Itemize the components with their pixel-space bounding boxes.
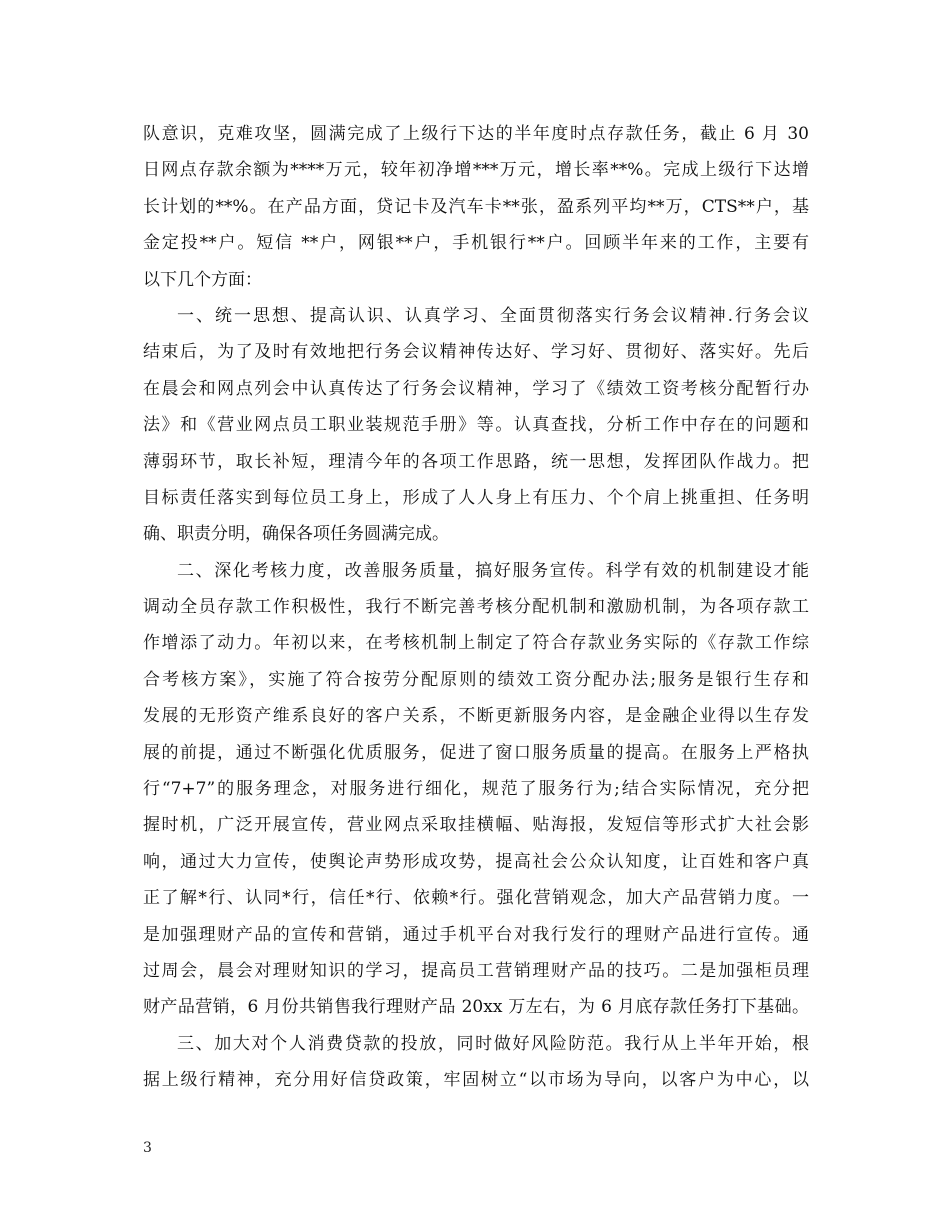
text-line: 法》和《营业网点员工职业装规范手册》等。认真查找，分析工作中存在的问题和 [143, 415, 809, 436]
page-number: 3 [143, 1140, 152, 1156]
text-line: 握时机，广泛开展宣传，营业网点采取挂横幅、贴海报，发短信等形式扩大社会影 [143, 815, 809, 836]
text-line: 是加强理财产品的宣传和营销，通过手机平台对我行发行的理财产品进行宣传。通 [143, 924, 809, 945]
text-line: 响，通过大力宣传，使舆论声势形成攻势，提高社会公众认知度，让百姓和客户真 [143, 851, 809, 872]
text-line: 发展的无形资产维系良好的客户关系，不断更新服务内容，是金融企业得以生存发 [143, 706, 809, 727]
body-text [143, 116, 809, 1099]
text-line: 队意识，克难攻坚，圆满完成了上级行下达的半年度时点存款任务，截止 6 月 30 [143, 124, 809, 144]
text-line: 财产品营销，6 月份共销售我行理财产品 20xx 万左右，为 6 月底存款任务打下基础。 [143, 997, 809, 1018]
text-line: 正了解*行、认同*行，信任*行、依赖*行。强化营销观念，加大产品营销力度。一 [143, 888, 809, 909]
text-line: 以下几个方面： [143, 269, 262, 290]
text-line: 过周会，晨会对理财知识的学习，提高员工营销理财产品的技巧。二是加强柜员理 [143, 960, 809, 981]
text-line: 确、职责分明，确保各项任务圆满完成。 [143, 524, 449, 545]
text-line: 调动全员存款工作积极性，我行不断完善考核分配机制和激励机制，为各项存款工 [143, 597, 809, 618]
text-line: 一、统一思想、提高认识、认真学习、全面贯彻落实行务会议精神.行务会议 [177, 305, 809, 326]
text-line: 目标责任落实到每位员工身上，形成了人人身上有压力、个个肩上挑重担、任务明 [143, 487, 809, 508]
text-line: 结束后，为了及时有效地把行务会议精神传达好、学习好、贯彻好、落实好。先后 [143, 342, 809, 363]
text-line: 行“7+7”的服务理念，对服务进行细化，规范了服务行为;结合实际情况，充分把 [143, 779, 809, 800]
text-line: 薄弱环节，取长补短，理清今年的各项工作思路，统一思想，发挥团队作战力。把 [143, 451, 809, 472]
text-line: 长计划的**%。在产品方面，贷记卡及汽车卡**张，盈系列平均**万，CTS**户，基 [143, 196, 809, 217]
text-line: 金定投**户。短信 **户，网银**户，手机银行**户。回顾半年来的工作，主要有 [143, 233, 809, 254]
text-line: 合考核方案》，实施了符合按劳分配原则的绩效工资分配办法;服务是银行生存和 [143, 669, 809, 690]
text-line: 三、加大对个人消费贷款的投放，同时做好风险防范。我行从上半年开始，根 [177, 1033, 809, 1054]
text-line: 日网点存款余额为****万元，较年初净增***万元，增长率**%。完成上级行下达增 [143, 160, 809, 181]
text-line: 据上级行精神，充分用好信贷政策，牢固树立“以市场为导向，以客户为中心，以 [143, 1070, 809, 1091]
text-line: 展的前提，通过不断强化优质服务，促进了窗口服务质量的提高。在服务上严格执 [143, 742, 809, 763]
text-line: 在晨会和网点列会中认真传达了行务会议精神，学习了《绩效工资考核分配暂行办 [143, 378, 809, 399]
text-line: 作增添了动力。年初以来，在考核机制上制定了符合存款业务实际的《存款工作综 [143, 633, 809, 654]
text-line: 二、深化考核力度，改善服务质量，搞好服务宣传。科学有效的机制建设才能 [177, 560, 809, 581]
